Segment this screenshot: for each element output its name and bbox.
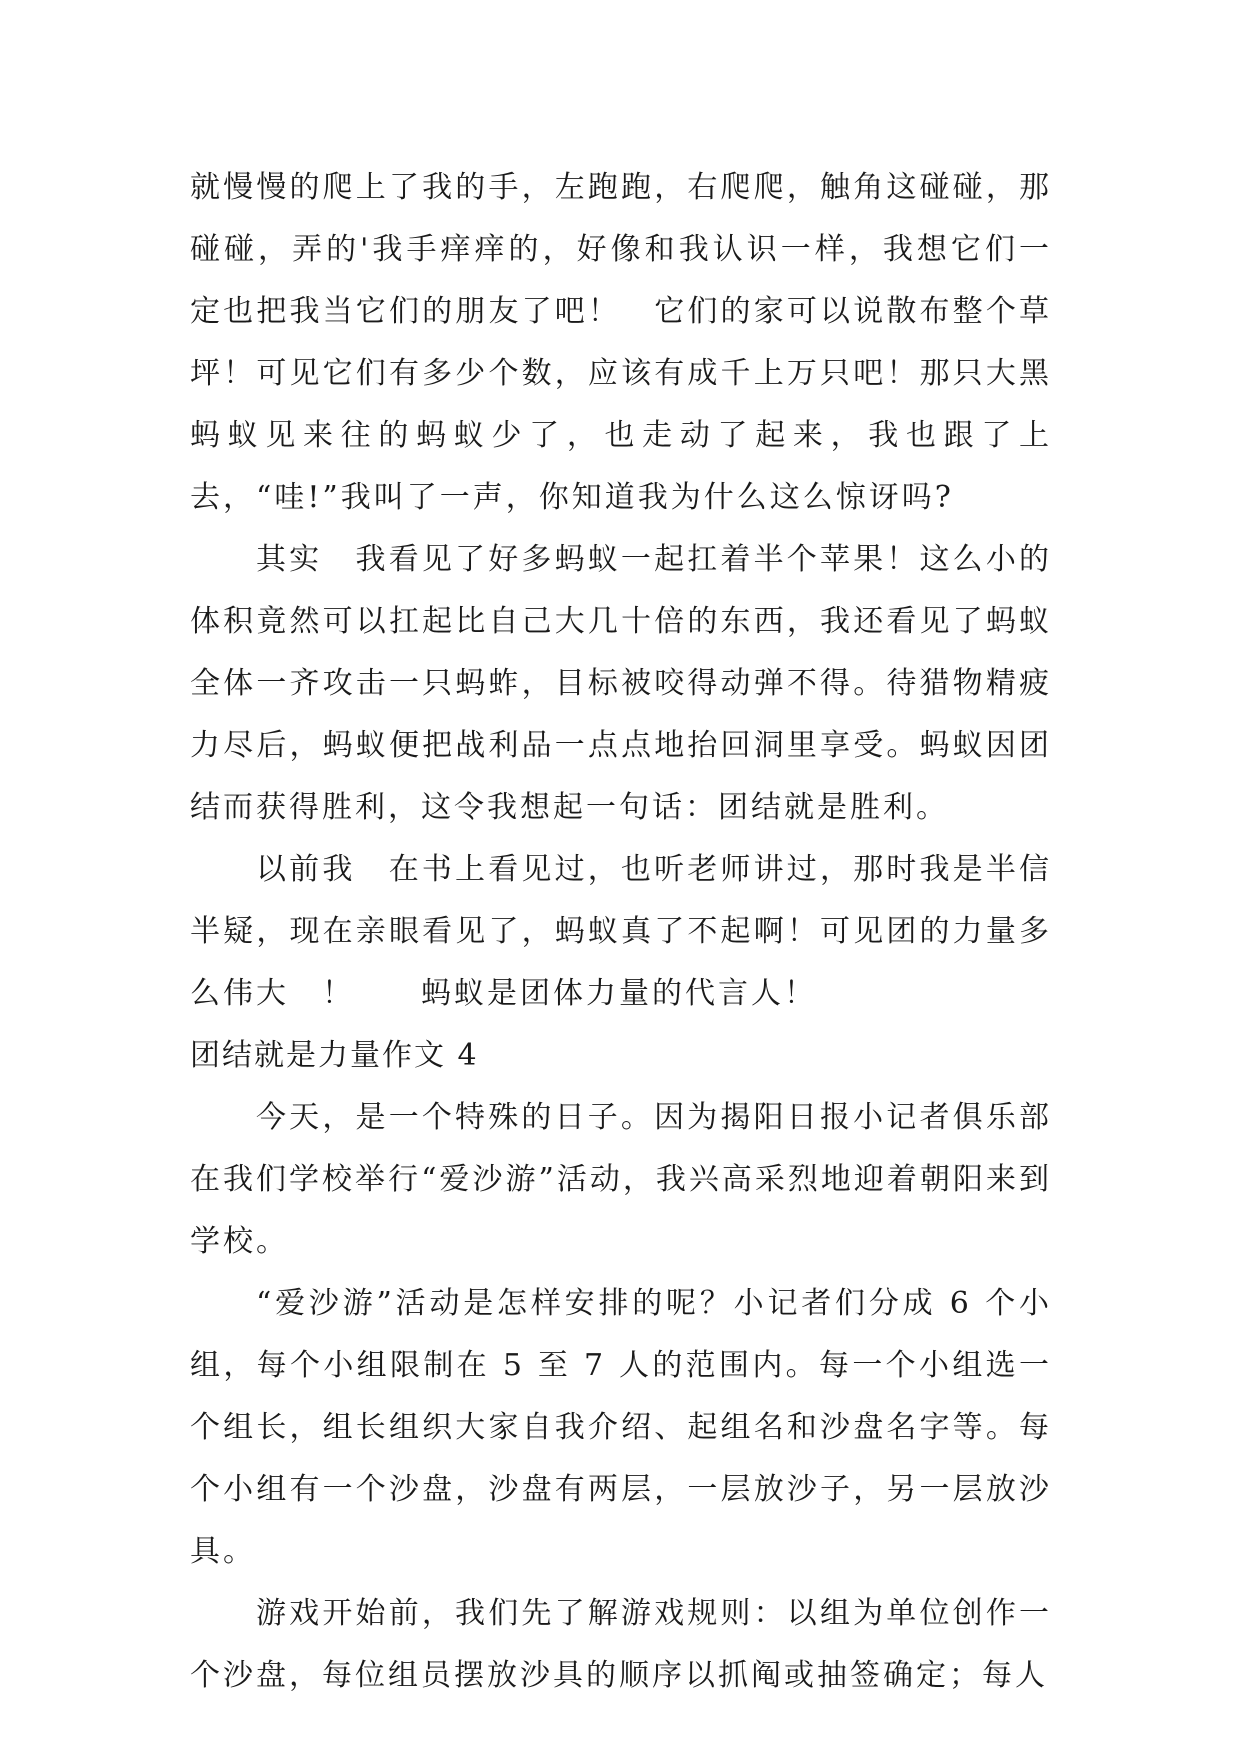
paragraph-ants-carrying-apple: 其实 我看见了好多蚂蚁一起扛着半个苹果！这么小的体积竟然可以扛起比自己大几十倍的东西，我还看见了蚂蚁全体一齐攻击一只蚂蚱，目标被咬得动弹不得。待猎物精疲力尽后，蚂蚁便把战利品一点点地抬回洞里享受。蚂蚁因团结而获得胜利，这令我想起一句话：团结就是胜利。 bbox=[190, 542, 1052, 825]
paragraph-game-rules: 游戏开始前，我们先了解游戏规则：以组为单位创作一个沙盘，每位组员摆放沙具的顺序以抓阄或抽签确定；每人 bbox=[190, 1596, 1052, 1693]
paragraph-activity-arrangement: “爱沙游”活动是怎样安排的呢？小记者们分成 6 个小组，每个小组限制在 5 至 7 人的范围内。每一个小组选一个组长，组长组织大家自我介绍、起组名和沙盘名字等。每个小组有一个沙盘，沙盘有两层，一层放沙子，另一层放沙具。 bbox=[190, 1286, 1052, 1569]
essay-heading: 团结就是力量作文 4 bbox=[190, 1038, 479, 1073]
document-body bbox=[190, 157, 1052, 1707]
paragraph-special-day: 今天，是一个特殊的日子。因为揭阳日报小记者俱乐部在我们学校举行“爱沙游”活动，我兴高采烈地迎着朝阳来到学校。 bbox=[190, 1100, 1052, 1259]
paragraph-ants-unity: 以前我 在书上看见过，也听老师讲过，那时我是半信半疑，现在亲眼看见了，蚂蚁真了不起啊！可见团的力量多么伟大 ！ 蚂蚁是团体力量的代言人！ bbox=[190, 852, 1052, 1011]
paragraph-ants-crawling: 就慢慢的爬上了我的手，左跑跑，右爬爬，触角这碰碰，那碰碰，弄的'我手痒痒的，好像和我认识一样，我想它们一定也把我当它们的朋友了吧！ 它们的家可以说散布整个草坪！可见它们有多少个数，应该有成千上万只吧！那只大黑蚂蚁见来往的蚂蚁少了，也走动了起来，我也跟了上去，“哇!”我叫了一声，你知道我为什么这么惊讶吗? bbox=[190, 170, 1052, 515]
